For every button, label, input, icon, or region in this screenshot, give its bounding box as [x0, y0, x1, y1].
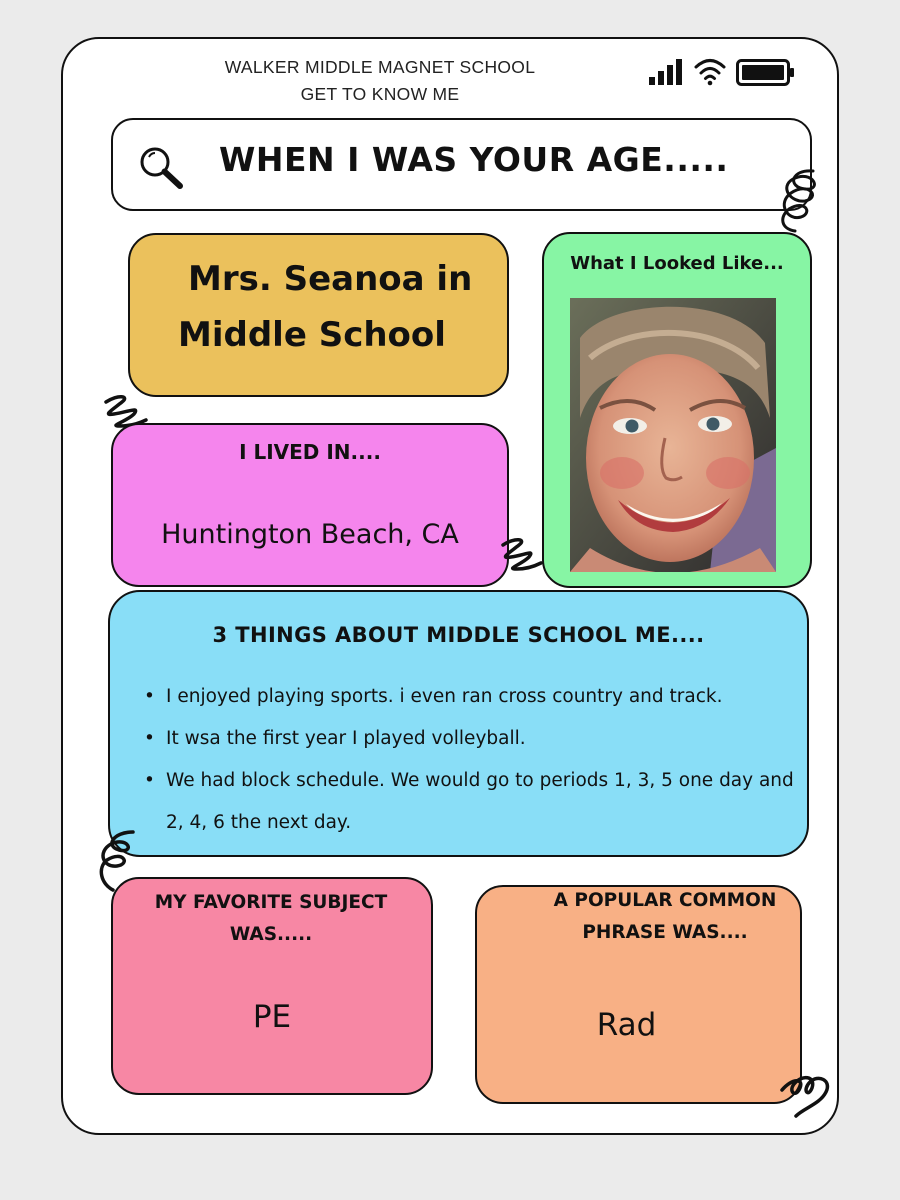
phrase-card: [475, 885, 802, 1104]
search-bar[interactable]: [111, 118, 812, 211]
school-name: WALKER MIDDLE MAGNET SCHOOL: [224, 57, 536, 77]
subject-label-line-2: WAS.....: [229, 924, 313, 945]
signal-icon: [649, 59, 685, 85]
subject-value: PE: [252, 999, 292, 1035]
photo-card: [542, 232, 812, 588]
subject-card: [111, 877, 433, 1095]
portrait-photo: [570, 298, 776, 572]
lived-card: [111, 423, 509, 587]
name-heading: [178, 251, 508, 363]
squiggle-decoration: [778, 1066, 838, 1122]
squiggle-decoration: [495, 535, 545, 583]
name-line-2: Middle School: [178, 315, 446, 355]
name-card: [128, 233, 509, 397]
search-icon[interactable]: [137, 144, 187, 190]
things-card: [108, 590, 809, 857]
phrase-label-line-2: PHRASE WAS....: [582, 922, 748, 943]
page-title: WHEN I WAS YOUR AGE.....: [219, 140, 729, 179]
photo-label: What I Looked Like...: [570, 253, 784, 274]
things-list: [144, 676, 804, 844]
lived-value: Huntington Beach, CA: [161, 519, 459, 550]
subject-label: [137, 887, 405, 951]
phrase-label: [535, 885, 795, 949]
list-item: • We had block schedule. We would go to periods 1, 3, 5 one day and 2, 4, 6 the next day.: [144, 760, 804, 844]
page-subtitle: GET TO KNOW ME: [300, 84, 460, 104]
phrase-label-line-1: A POPULAR COMMON: [553, 890, 777, 911]
list-item: • It wsa the first year I played volleyball.: [144, 718, 804, 760]
things-title: 3 THINGS ABOUT MIDDLE SCHOOL ME....: [212, 623, 705, 647]
battery-icon: [736, 59, 796, 86]
squiggle-decoration: [773, 165, 823, 235]
name-line-1: Mrs. Seanoa in: [188, 259, 473, 299]
lived-label: I LIVED IN....: [239, 440, 381, 464]
phrase-value: Rad: [596, 1007, 657, 1043]
wifi-icon: [694, 57, 726, 87]
subject-label-line-1: MY FAVORITE SUBJECT: [154, 892, 388, 913]
list-item: • I enjoyed playing sports. i even ran cross country and track.: [144, 676, 804, 718]
